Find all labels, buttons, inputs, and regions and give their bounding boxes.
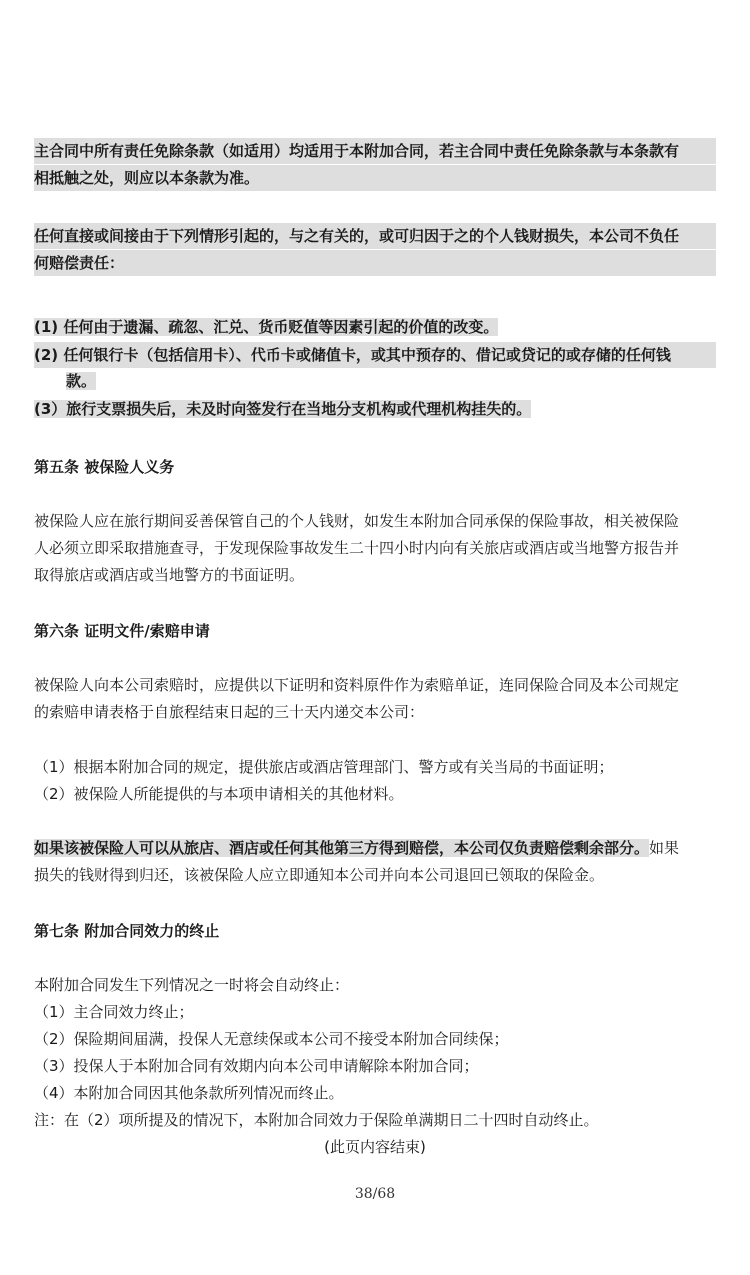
article7-item-4: （4）本附加合同因其他条款所列情况而终止。 <box>34 1084 344 1102</box>
article6-line1: 被保险人向本公司索赔时，应提供以下证明和资料原件作为索赔单证，连同保险合同及本公司规定 <box>34 676 680 694</box>
article5-heading: 第五条 被保险人义务 <box>34 458 175 476</box>
article6-normal-part: 如果 <box>649 839 680 857</box>
list1-item-2: (2) 任何银行卡（包括信用卡）、代币卡或储值卡，或其中预存的、借记或贷记的或存储的任何钱 <box>34 342 716 368</box>
page-end-note: (此页内容结束) <box>324 1138 426 1156</box>
article6-item-2: （2）被保险人所能提供的与本项申请相关的其他材料。 <box>34 785 404 803</box>
list1-item-3: (3）旅行支票损失后，未及时向签发行在当地分支机构或代理机构挂失的。 <box>34 400 532 418</box>
article5-line2: 人必须立即采取措施查寻，于发现保险事故发生二十四小时内向有关旅店或酒店或当地警方报告并 <box>34 539 680 557</box>
article7-item-3: （3）投保人于本附加合同有效期内向本公司申请解除本附加合同； <box>34 1057 479 1075</box>
article6-bold-part: 如果该被保险人可以从旅店、酒店或任何其他第三方得到赔偿，本公司仅负责赔偿剩余部分。 <box>34 839 650 857</box>
article7-note: 注：在（2）项所提及的情况下，本附加合同效力于保险单满期日二十四时自动终止。 <box>34 1111 599 1129</box>
page-number: 38/68 <box>354 1186 396 1202</box>
article6-compensation-line <box>34 835 679 861</box>
article6-line-last: 损失的钱财得到归还，该被保险人应立即通知本公司并向本公司退回已领取的保险金。 <box>34 866 605 884</box>
list1-item-2-cont: 款。 <box>66 372 97 390</box>
para2-line2: 何赔偿责任： <box>34 250 716 276</box>
article7-item-1: （1）主合同效力终止； <box>34 1003 194 1021</box>
article7-intro: 本附加合同发生下列情况之一时将会自动终止： <box>34 976 350 994</box>
article6-line2: 的索赔申请表格于自旅程结束日起的三十天内递交本公司： <box>34 703 425 721</box>
para2-line1: 任何直接或间接由于下列情形引起的，与之有关的，或可归因于之的个人钱财损失，本公司不负任 <box>34 223 716 249</box>
article7-item-2: （2）保险期间届满，投保人无意续保或本公司不接受本附加合同续保； <box>34 1030 509 1048</box>
para1-line2: 相抵触之处，则应以本条款为准。 <box>34 165 716 191</box>
article5-line3: 取得旅店或酒店或当地警方的书面证明。 <box>34 566 305 584</box>
para1-line1: 主合同中所有责任免除条款（如适用）均适用于本附加合同，若主合同中责任免除条款与本条款有 <box>34 138 716 164</box>
article5-line1: 被保险人应在旅行期间妥善保管自己的个人钱财，如发生本附加合同承保的保险事故，相关被保险 <box>34 512 680 530</box>
article6-item-1: （1）根据本附加合同的规定，提供旅店或酒店管理部门、警方或有关当局的书面证明； <box>34 758 614 776</box>
article6-heading: 第六条 证明文件/索赔申请 <box>34 622 210 640</box>
list1-item-1: (1) 任何由于遗漏、疏忽、汇兑、货币贬值等因素引起的价值的改变。 <box>34 318 499 336</box>
article7-heading: 第七条 附加合同效力的终止 <box>34 922 220 940</box>
